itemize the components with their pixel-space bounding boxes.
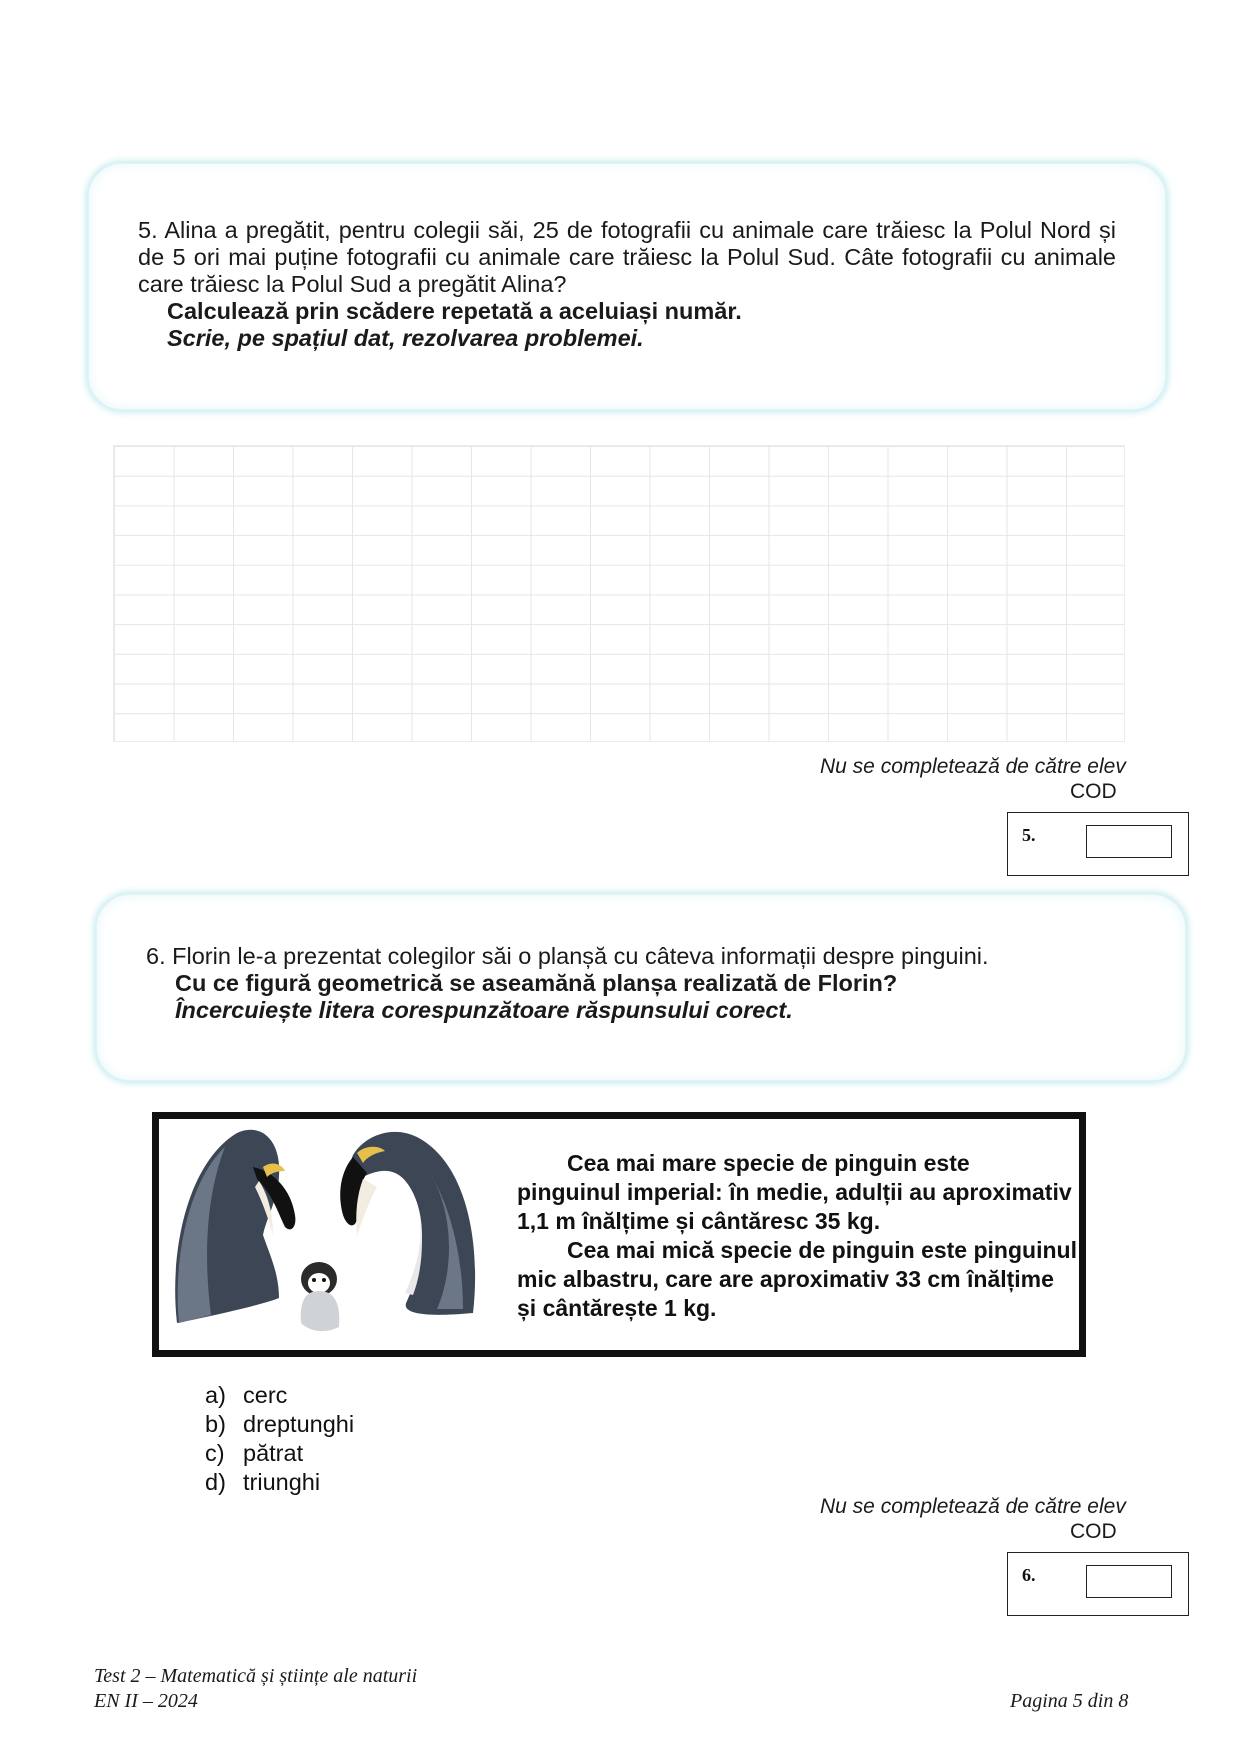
code-field-6 [1086, 1565, 1172, 1598]
answer-options [205, 1381, 354, 1497]
code-box-6 [1007, 1552, 1189, 1616]
question-6-question: Cu ce figură geometrică se aseamănă planșa realizată de Florin? [175, 970, 898, 996]
option-d[interactable]: d) triunghi [205, 1469, 321, 1495]
question-5 [138, 217, 1116, 352]
option-c[interactable]: c) pătrat [205, 1440, 304, 1466]
cod-label-6: COD [1070, 1520, 1117, 1543]
penguin-facts [517, 1149, 1077, 1323]
grading-note-6: Nu se completează de către elev [820, 1495, 1126, 1518]
largest-species-fact: Cea mai mare specie de pinguin este pinguinul imperial: în medie, adulții au aproximativ 1,1 m înălțime și cântăresc 35 kg. [517, 1150, 1072, 1234]
penguins-illustration [167, 1123, 483, 1343]
code-box-5 [1007, 812, 1189, 876]
code-field-5 [1086, 825, 1172, 858]
option-a[interactable]: a) cerc [205, 1382, 288, 1408]
footer-page-number: Pagina 5 din 8 [1010, 1690, 1129, 1712]
question-6-text: 6. Florin le-a prezentat colegilor săi o planșă cu câteva informații despre pinguini. [146, 943, 989, 969]
penguin-info-card [152, 1112, 1086, 1357]
answer-grid[interactable] [113, 445, 1125, 742]
footer-exam-code: EN II – 2024 [94, 1690, 198, 1712]
option-b[interactable]: b) dreptunghi [205, 1411, 355, 1437]
cod-label-5: COD [1070, 780, 1117, 803]
question-6-instruction: Încercuiește litera corespunzătoare răspunsului corect. [175, 997, 793, 1023]
code-number-6: 6. [1022, 1565, 1036, 1585]
footer-test-title: Test 2 – Matematică și științe ale naturii [94, 1665, 418, 1687]
grading-note-5: Nu se completează de către elev [820, 755, 1126, 778]
question-5-write-instruction: Scrie, pe spațiul dat, rezolvarea problemei. [167, 325, 644, 351]
code-number-5: 5. [1022, 825, 1036, 845]
question-5-instruction: Calculează prin scădere repetată a aceluiași număr. [167, 298, 742, 324]
question-6 [146, 943, 1146, 1024]
smallest-species-fact: Cea mai mică specie de pinguin este pinguinul mic albastru, care are aproximativ 33 cm înălțime și cântărește 1 kg. [517, 1237, 1077, 1321]
question-5-text: 5. Alina a pregătit, pentru colegii săi, 25 de fotografii cu animale care trăiesc la Polul Nord și de 5 ori mai puține fotografii cu animale care trăiesc la Polul Sud. Câte fotografii cu animale care trăiesc la Polul Sud a pregătit Alina? [138, 217, 1116, 297]
